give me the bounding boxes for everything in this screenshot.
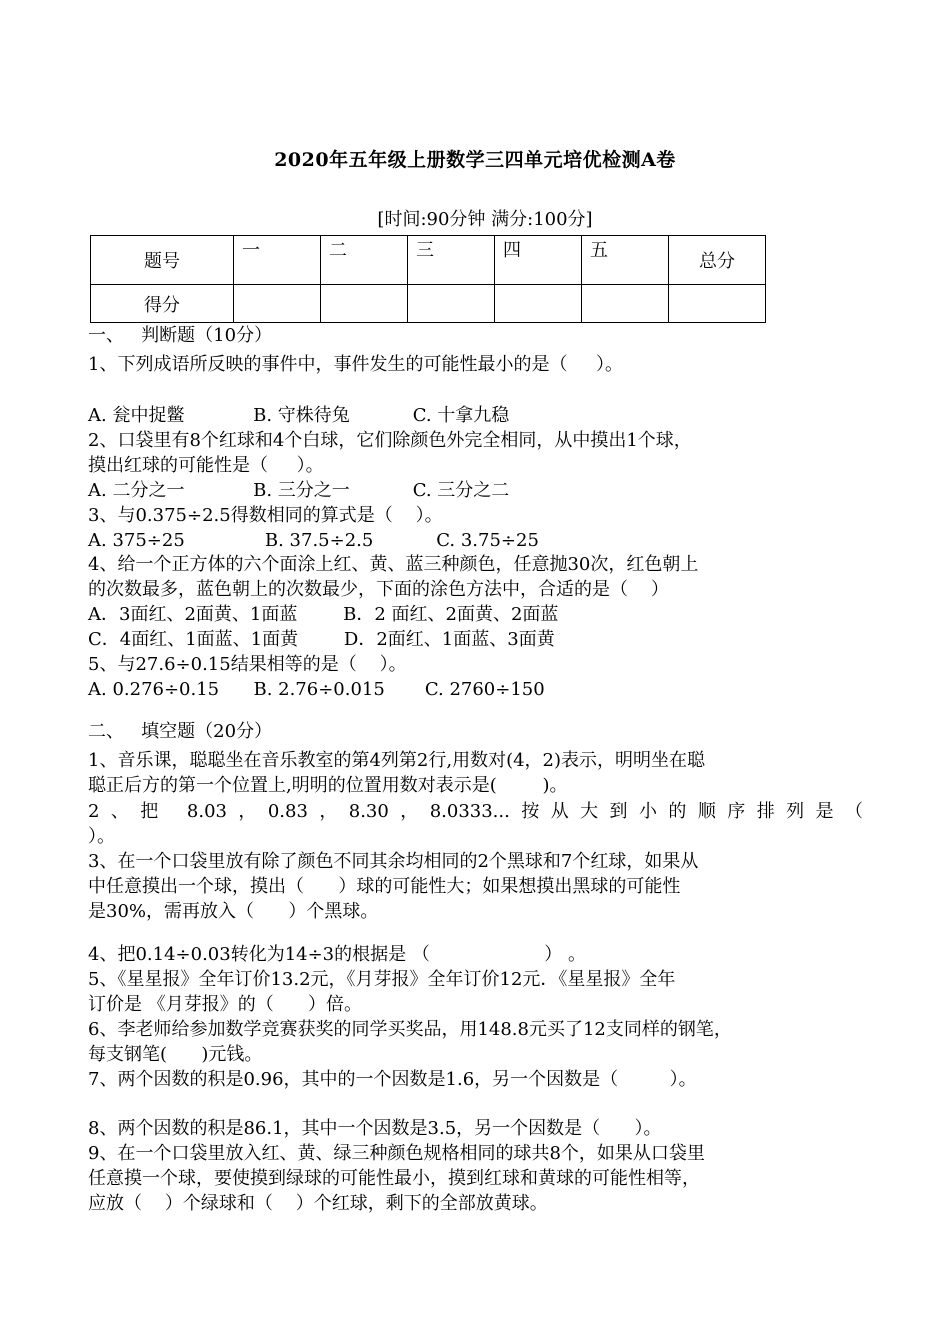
row-label-cell: 得分	[91, 285, 234, 323]
score-cell	[321, 285, 408, 323]
question-text: 是30%，需再放入（ ）个黑球。	[88, 901, 379, 922]
question-text: 任意摸一个球，要使摸到绿球的可能性最小，摸到红球和黄球的可能性相等，	[88, 1168, 700, 1189]
question-text: 3、在一个口袋里放有除了颜色不同其余均相同的2个黑球和7个红球，如果从	[88, 851, 699, 872]
question-text: 8、两个因数的积是86.1，其中一个因数是3.5，另一个因数是（ ）。	[88, 1118, 662, 1139]
section-heading: 二、 填空题（20分）	[88, 721, 273, 742]
header-cell: 总分	[669, 236, 766, 285]
page-title: 2020年五年级上册数学三四单元培优检测A卷	[274, 149, 676, 171]
time-score-info: [时间:90分钟 满分:100分]	[377, 209, 593, 230]
question-text: 订价是 《月芽报》的（ ）倍。	[88, 994, 363, 1015]
header-cell: 二	[321, 236, 408, 285]
question-text: 1、音乐课，聪聪坐在音乐教室的第4列第2行,用数对(4，2)表示，明明坐在聪	[88, 750, 706, 771]
question-text: 2、口袋里有8个红球和4个白球，它们除颜色外完全相同，从中摸出1个球，	[88, 430, 692, 451]
score-cell	[582, 285, 669, 323]
question-text: 聪正后方的第一个位置上,明明的位置用数对表示是( )。	[88, 775, 568, 796]
answer-options: A. 瓮中捉鳖 B. 守株待兔 C. 十拿九稳	[88, 405, 510, 426]
question-text: 的次数最多，蓝色朝上的次数最少，下面的涂色方法中，合适的是（ ）	[88, 579, 669, 600]
header-cell: 五	[582, 236, 669, 285]
question-text: 4、把0.14÷0.03转化为14÷3的根据是 （ ） 。	[88, 944, 587, 965]
score-cell	[669, 285, 766, 323]
score-cell	[408, 285, 495, 323]
header-cell: 三	[408, 236, 495, 285]
question-text: 中任意摸出一个球，摸出（ ）球的可能性大；如果想摸出黑球的可能性	[88, 876, 681, 897]
header-cell: 一	[234, 236, 321, 285]
header-cell: 题号	[91, 236, 234, 285]
answer-options: A. 375÷25 B. 37.5÷2.5 C. 3.75÷25	[88, 530, 539, 551]
score-cell	[495, 285, 582, 323]
question-text: 应放（ ）个绿球和（ ）个红球，剩下的全部放黄球。	[88, 1193, 548, 1214]
question-text: 摸出红球的可能性是（ ）。	[88, 455, 324, 476]
answer-options: C．4面红、1面蓝、1面黄 D．2面红、1面蓝、3面黄	[88, 629, 555, 650]
section-heading: 一、 判断题（10分）	[88, 325, 273, 346]
question-text: 2、把 8.03，0.83，8.30，8.0333...按从大到小的顺序排列是（	[88, 801, 863, 822]
question-text: 1、下列成语所反映的事件中，事件发生的可能性最小的是（ ）。	[88, 354, 624, 375]
question-text: 7、两个因数的积是0.96，其中的一个因数是1.6，另一个因数是（ ）。	[88, 1069, 697, 1090]
question-text: 3、与0.375÷2.5得数相同的算式是（ ）。	[88, 505, 443, 526]
score-cell	[234, 285, 321, 323]
question-text: 4、给一个正方体的六个面涂上红、黄、蓝三种颜色，任意抛30次，红色朝上	[88, 554, 699, 575]
answer-options: A．3面红、2面黄、1面蓝 B．2 面红、2面黄、2面蓝	[88, 604, 559, 625]
question-text: 每支钢笔( )元钱。	[88, 1044, 263, 1065]
question-text: 9、在一个口袋里放入红、黄、绿三种颜色规格相同的球共8个，如果从口袋里	[88, 1143, 705, 1164]
answer-options: A. 0.276÷0.15 B. 2.76÷0.015 C. 2760÷150	[88, 679, 545, 700]
score-table	[90, 235, 766, 323]
question-text: ）。	[88, 826, 115, 847]
question-text: 6、李老师给参加数学竞赛获奖的同学买奖品，用148.8元买了12支同样的钢笔，	[88, 1019, 732, 1040]
question-text: 5、《星星报》全年订价13.2元，《月芽报》全年订价12元．《星星报》全年	[88, 969, 676, 990]
answer-options: A. 二分之一 B. 三分之一 C. 三分之二	[88, 480, 510, 501]
score-table-score-row	[91, 285, 766, 323]
header-cell: 四	[495, 236, 582, 285]
score-table-header-row	[91, 236, 766, 285]
question-text: 5、与27.6÷0.15结果相等的是（ ）。	[88, 654, 407, 675]
